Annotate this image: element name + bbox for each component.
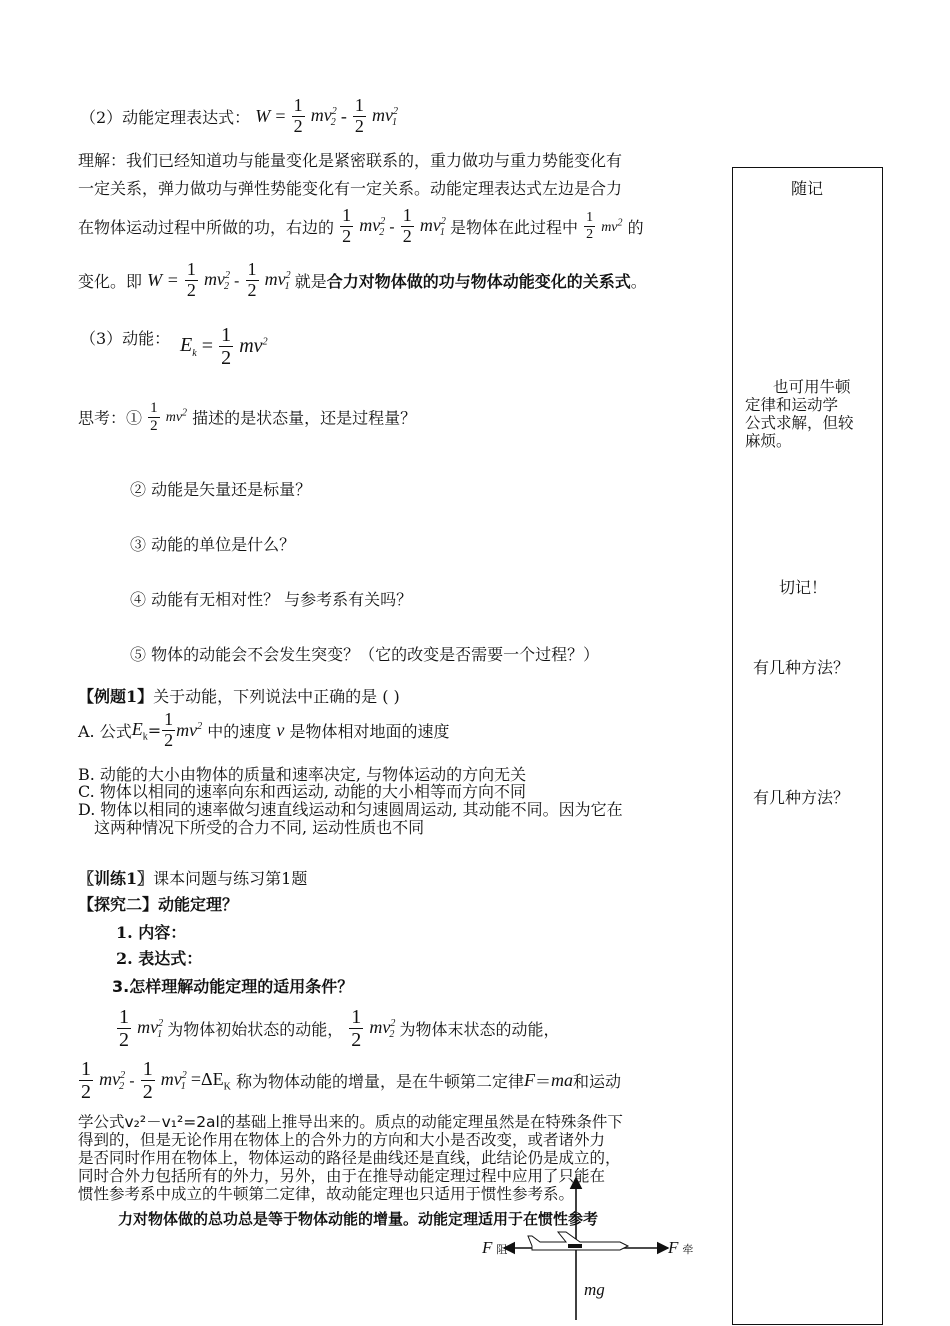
- example1-option-d-2: 这两种情况下所受的合力不同, 运动性质也不同: [94, 818, 425, 837]
- understanding-line-3: 在物体运动过程中所做的功，右边的 $\frac{1}{2}$ $mv^2_2$ - $\frac{1}{2}$ $mv^2_1$ 是物体在此过程中 $\frac{1}{2}$ $mv^2$ 的: [78, 205, 644, 246]
- explore2-item1: 1. 内容：: [116, 923, 187, 942]
- fraction-half: $\frac{1}{2}$: [186, 259, 196, 300]
- notes-sidebar: [732, 167, 883, 1325]
- sidebar-note-remember: 切记！: [779, 578, 828, 597]
- fraction-half: $\frac{1}{2}$: [402, 205, 412, 246]
- f-resistance-label: F阻: [482, 1238, 508, 1257]
- explain-line-7: 惯性参考系中成立的牛顿第二定律，故动能定理也只适用于惯性参考系。: [78, 1185, 575, 1203]
- example1-option-b: B. 动能的大小由物体的质量和速率决定, 与物体运动的方向无关: [78, 765, 527, 784]
- kinetic-energy-formula: $E_k$ = $\frac{1}{2}$ $mv^2$: [180, 324, 268, 369]
- section2-label: （2）动能定理表达式：: [80, 107, 251, 127]
- explore2-title: 【探究二】动能定理？: [78, 895, 239, 914]
- minus-sign: -: [340, 105, 347, 126]
- explain-line-4: 得到的，但是无论作用在物体上的合外力的方向和大小是否改变，或者诸外力: [78, 1131, 606, 1149]
- fraction-half-2: $\frac{1}{2}$: [354, 95, 364, 136]
- f-traction-label: F牵: [668, 1238, 694, 1257]
- think-q1: 思考：① $\frac{1}{2}$ $mv^2$ 描述的是状态量，还是过程量？: [78, 400, 417, 434]
- explain-line-2: $\frac{1}{2}$ $mv^2_2$ - $\frac{1}{2}$ $mv^2_1 =\Delta E_K$ 称为物体动能的增量，是在牛顿第二定律F＝ma和运动: [81, 1058, 621, 1103]
- explore2-item2: 2. 表达式：: [116, 949, 203, 968]
- example1-option-a: A. 公式$E_k=$ $\frac{1}{2}$ $mv^2$ 中的速度 v 是物体相对地面的速度: [78, 709, 450, 750]
- sidebar-note-methods-2: 有几种方法？: [753, 788, 850, 807]
- key-relation: 合力对物体做的功与物体动能变化的关系式: [326, 271, 631, 291]
- think-q2: ② 动能是矢量还是标量？: [130, 480, 312, 499]
- explain-line-5: 是否同时作用在物体上，物体运动的路径是曲线还是直线，此结论仍是成立的，: [78, 1149, 621, 1167]
- explain-line-3: 学公式v₂²－v₁²=2al的基础上推导出来的。质点的动能定理虽然是在特殊条件下: [78, 1113, 623, 1131]
- think-q4: ④ 动能有无相对性？ 与参考系有关吗？: [130, 590, 413, 609]
- mg-label: mg: [584, 1280, 605, 1299]
- example1-stem: 【例题1】关于动能，下列说法中正确的是 ( ): [78, 687, 400, 706]
- understanding-line-1: 理解：我们已经知道功与能量变化是紧密联系的，重力做功与重力势能变化有: [78, 151, 623, 170]
- fraction-half: $\frac{1}{2}$: [586, 210, 594, 242]
- training1: 〖训练1〗课本问题与练习第1题: [78, 869, 308, 888]
- think-q3: ③ 动能的单位是什么？: [130, 535, 296, 554]
- sidebar-note-methods-1: 有几种方法？: [753, 658, 850, 677]
- section2-line: [80, 96, 397, 137]
- example1-option-d-1: D. 物体以相同的速率做匀速直线运动和匀速圆周运动, 其动能不同。因为它在: [78, 800, 623, 819]
- explain-line-6: 同时合外力包括所有的外力，另外，由于在推导动能定理过程中应用了只能在: [78, 1167, 606, 1185]
- example1-option-c: C. 物体以相同的速率向东和西运动, 动能的大小相等而方向不同: [78, 782, 527, 801]
- explore2-item3: 3.怎样理解动能定理的适用条件？: [112, 977, 354, 996]
- fraction-half: $\frac{1}{2}$: [247, 259, 257, 300]
- equals-sign: =: [275, 105, 286, 126]
- explain-bold-line: 力对物体做的总功总是等于物体动能的增量。动能定理适用于在惯性参考: [118, 1210, 599, 1228]
- fraction-half: $\frac{1}{2}$: [293, 95, 303, 136]
- section3-label: （3）动能：: [80, 329, 171, 348]
- work-symbol: W: [255, 105, 271, 126]
- sidebar-title: 随记: [791, 179, 824, 198]
- understanding-line-2: 一定关系，弹力做功与弹性势能变化有一定关系。动能定理表达式左边是合力: [78, 179, 623, 198]
- airplane-icon: [528, 1232, 628, 1250]
- mv1-term: $mv^2_1$: [372, 104, 398, 129]
- sidebar-note-newton: 也可用牛顿 定律和运动学 公式求解，但较 麻烦。: [745, 378, 854, 450]
- fraction-half: $\frac{1}{2}$: [342, 205, 352, 246]
- understanding-line-4: 变化。即 W = $\frac{1}{2}$ $mv^2_2$ - $\frac{1}{2}$ $mv^2_1$ 就是合力对物体做的功与物体动能变化的关系式。: [78, 259, 647, 300]
- mv2-term: $mv^2_2$: [310, 104, 337, 129]
- explain-line-1: $\frac{1}{2}$ $mv^2_1$ 为物体初始状态的动能， $\frac{1}{2}$ $mv^2_2$ 为物体末状态的动能，: [119, 1006, 560, 1051]
- think-q5: ⑤ 物体的动能会不会发生突变？（它的改变是否需要一个过程？）: [130, 645, 600, 664]
